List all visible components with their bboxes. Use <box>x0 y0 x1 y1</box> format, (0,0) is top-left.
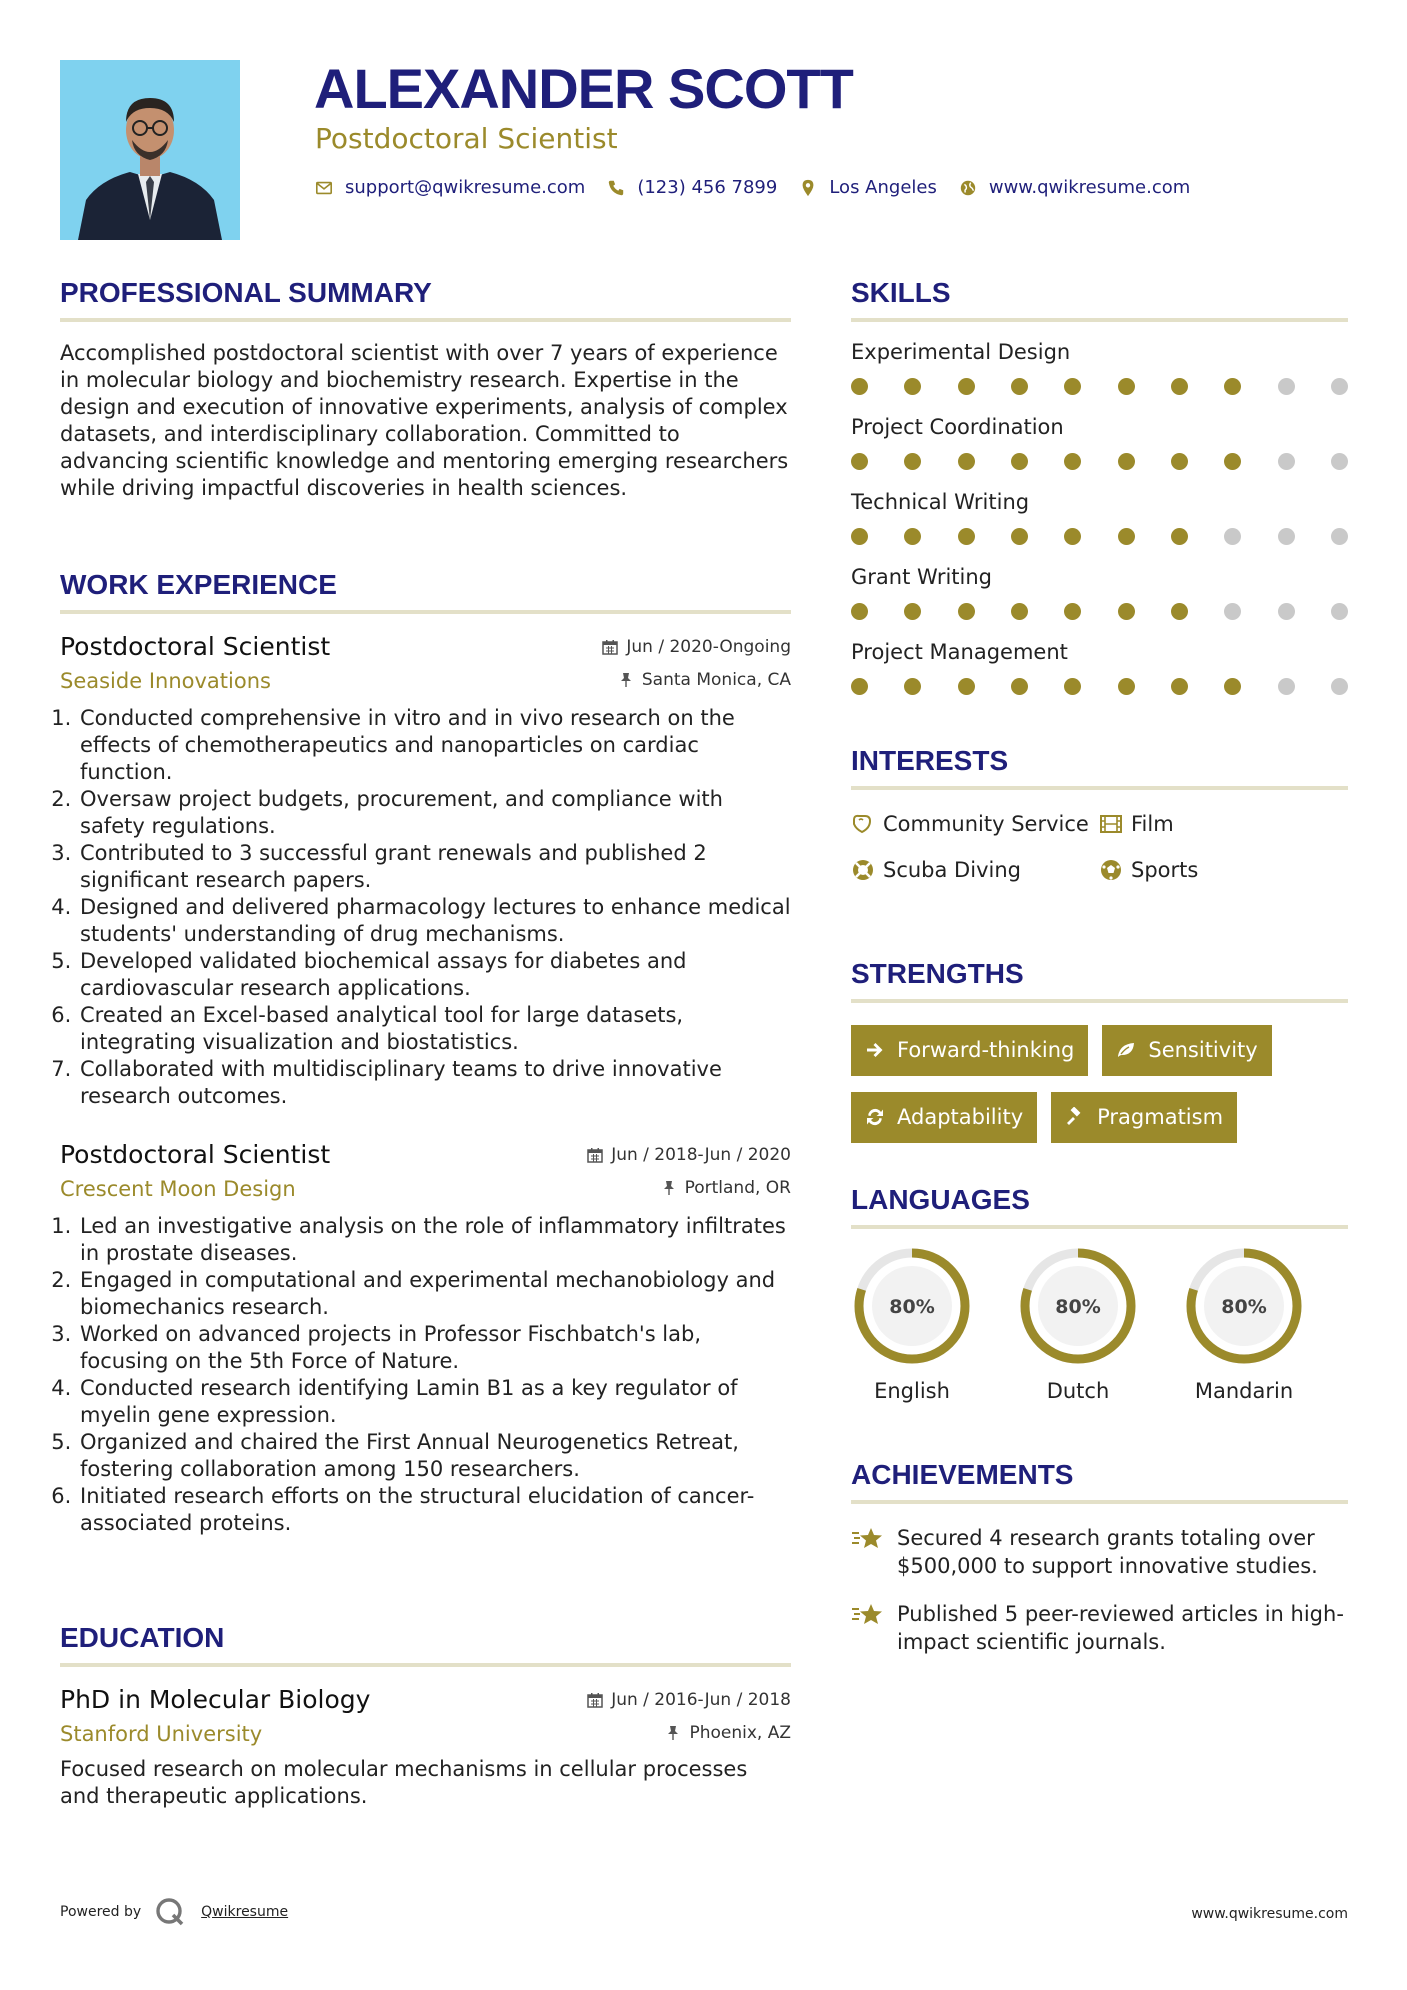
language-item <box>1183 1245 1305 1403</box>
rating-dot-filled <box>1064 603 1081 620</box>
rating-dot-empty <box>1331 678 1348 695</box>
rating-dot-filled <box>904 378 921 395</box>
strength-label: Sensitivity <box>1148 1038 1258 1063</box>
rating-dot-filled <box>958 603 975 620</box>
rating-dot-filled <box>958 453 975 470</box>
achievements-section <box>851 1458 1348 1656</box>
profile-photo-illustration <box>60 60 240 240</box>
lifebuoy-icon <box>851 858 875 882</box>
rating-dot-empty <box>1278 603 1295 620</box>
profile-photo <box>60 60 240 240</box>
interest-label: Film <box>1131 811 1174 836</box>
school-name: Stanford University <box>60 1721 263 1746</box>
skills-section <box>851 276 1348 695</box>
rating-dot-empty <box>1278 378 1295 395</box>
duty-item: 6. Created an Excel-based analytical tool for large datasets, integrating visualization and biostatistics. <box>78 1002 791 1056</box>
language-item <box>851 1245 973 1403</box>
interest-item <box>1099 810 1347 838</box>
contact-phone[interactable] <box>607 177 777 198</box>
rating-dot-filled <box>1171 678 1188 695</box>
duty-item: 1. Conducted comprehensive in vitro and in vivo research on the effects of chemotherapeutics and nanoparticles on cardiac function. <box>78 705 791 786</box>
leaf-icon <box>1116 1040 1136 1060</box>
summary-heading: PROFESSIONAL SUMMARY <box>60 276 791 322</box>
website-text: www.qwikresume.com <box>988 177 1191 198</box>
strength-tag <box>851 1025 1088 1076</box>
strength-tag <box>1051 1092 1237 1143</box>
rating-dot-empty <box>1331 603 1348 620</box>
summary-text: Accomplished postdoctoral scientist with over 7 years of experience in molecular biology and biochemistry research. Expertise in the design and execution of innovative experiments, analysis of complex datasets, and interdisciplinary collaboration. Committed to advancing scientific knowledge and mentoring emerging researchers while driving impactful discoveries in health sciences. <box>60 340 789 500</box>
rating-dot-filled <box>851 453 868 470</box>
duty-item: 5. Organized and chaired the First Annual Neurogenetics Retreat, fostering collaboration among 150 researchers. <box>78 1429 791 1483</box>
rating-dot-filled <box>904 678 921 695</box>
powered-by-label: Powered by <box>60 1904 142 1920</box>
strength-label: Pragmatism <box>1097 1105 1224 1130</box>
rating-dot-filled <box>1064 378 1081 395</box>
education-location <box>665 1723 791 1743</box>
skill-rating <box>851 453 1348 470</box>
interests-section <box>851 744 1348 884</box>
rating-dot-empty <box>1224 603 1241 620</box>
rating-dot-filled <box>1171 528 1188 545</box>
rating-dot-filled <box>1224 453 1241 470</box>
strengths-section <box>851 957 1348 1143</box>
calendar-icon <box>587 1692 603 1708</box>
language-ring <box>1183 1245 1305 1367</box>
pushpin-icon <box>665 1725 681 1741</box>
rating-dot-empty <box>1278 528 1295 545</box>
achievement-text: Published 5 peer-reviewed articles in high-impact scientific journals. <box>897 1601 1344 1654</box>
job-entry <box>60 1140 791 1537</box>
skill-label: Experimental Design <box>851 339 1071 364</box>
job-location-text: Santa Monica, CA <box>641 669 791 690</box>
job-title: Postdoctoral Scientist <box>60 631 331 661</box>
language-percent: 80% <box>1055 1295 1101 1318</box>
language-name: Dutch <box>1046 1378 1110 1403</box>
job-title: Postdoctoral Scientist <box>60 1139 331 1169</box>
job-location <box>618 670 791 690</box>
pushpin-icon <box>618 672 634 688</box>
rating-dot-empty <box>1331 378 1348 395</box>
rating-dot-filled <box>1118 453 1135 470</box>
soccer-ball-icon <box>1099 858 1123 882</box>
education-text: Focused research on molecular mechanisms in cellular processes and therapeutic applications. <box>60 1756 748 1808</box>
company-name: Crescent Moon Design <box>60 1176 296 1201</box>
phone-icon <box>607 179 625 197</box>
strength-tags <box>851 1025 1348 1143</box>
rating-dot-filled <box>1118 528 1135 545</box>
experience-heading: WORK EXPERIENCE <box>60 568 791 614</box>
duty-item: 1. Led an investigative analysis on the role of inflammatory infiltrates in prostate diseases. <box>78 1213 791 1267</box>
rating-dot-filled <box>904 603 921 620</box>
qwikresume-logo-icon <box>155 1897 185 1927</box>
interests-heading: INTERESTS <box>851 744 1348 790</box>
education-dates-text: Jun / 2016-Jun / 2018 <box>611 1689 791 1710</box>
rating-dot-filled <box>1011 453 1028 470</box>
duty-item: 4. Conducted research identifying Lamin B1 as a key regulator of myelin gene expression. <box>78 1375 791 1429</box>
strengths-heading: STRENGTHS <box>851 957 1348 1003</box>
rating-dot-filled <box>958 378 975 395</box>
skill-item <box>851 340 1348 395</box>
rating-dot-filled <box>1171 603 1188 620</box>
rating-dot-filled <box>904 453 921 470</box>
skill-item <box>851 640 1348 695</box>
calendar-icon <box>587 1147 603 1163</box>
rating-dot-filled <box>1224 678 1241 695</box>
duty-list <box>60 705 791 1110</box>
duty-item: 6. Initiated research efforts on the structural elucidation of cancer-associated proteins. <box>78 1483 791 1537</box>
rating-dot-filled <box>1224 378 1241 395</box>
interest-label: Sports <box>1131 857 1199 882</box>
achievement-item <box>851 1600 1348 1656</box>
rating-dot-filled <box>1011 603 1028 620</box>
interest-item <box>851 856 1099 884</box>
globe-icon <box>959 179 977 197</box>
strength-label: Adaptability <box>897 1105 1024 1130</box>
interest-label: Scuba Diving <box>883 857 1021 882</box>
skill-label: Technical Writing <box>851 489 1030 514</box>
rating-dot-filled <box>851 378 868 395</box>
interest-label: Community Service <box>883 811 1089 836</box>
skill-rating <box>851 378 1348 395</box>
rating-dot-filled <box>1064 678 1081 695</box>
duty-item: 3. Worked on advanced projects in Professor Fischbatch's lab, focusing on the 5th Force of Nature. <box>78 1321 791 1375</box>
language-ring <box>851 1245 973 1367</box>
strength-label: Forward-thinking <box>897 1038 1075 1063</box>
contact-website[interactable] <box>959 177 1190 198</box>
skill-label: Grant Writing <box>851 564 992 589</box>
rating-dot-filled <box>851 603 868 620</box>
rating-dot-filled <box>1011 678 1028 695</box>
rating-dot-filled <box>958 528 975 545</box>
rating-dot-filled <box>904 528 921 545</box>
job-location <box>661 1178 791 1198</box>
rating-dot-filled <box>1171 378 1188 395</box>
achievements-heading: ACHIEVEMENTS <box>851 1458 1348 1504</box>
language-ring <box>1017 1245 1139 1367</box>
language-percent: 80% <box>1221 1295 1267 1318</box>
skill-label: Project Coordination <box>851 414 1064 439</box>
education-heading: EDUCATION <box>60 1621 791 1667</box>
rating-dot-filled <box>1011 378 1028 395</box>
job-dates <box>602 637 791 657</box>
rating-dot-empty <box>1331 453 1348 470</box>
job-dates-text: Jun / 2020-Ongoing <box>626 636 791 657</box>
rating-dot-empty <box>1224 528 1241 545</box>
job-location-text: Portland, OR <box>684 1177 791 1198</box>
duty-item: 3. Contributed to 3 successful grant renewals and published 2 significant research papers. <box>78 840 791 894</box>
location-text: Los Angeles <box>829 177 937 198</box>
film-icon <box>1099 812 1123 836</box>
skill-item <box>851 565 1348 620</box>
experience-section <box>60 568 791 1537</box>
duty-item: 5. Developed validated biochemical assays for diabetes and cardiovascular research applications. <box>78 948 791 1002</box>
language-name: Mandarin <box>1194 1378 1294 1403</box>
interest-item <box>851 810 1099 838</box>
heart-hand-icon <box>851 812 875 836</box>
rating-dot-filled <box>958 678 975 695</box>
languages-heading: LANGUAGES <box>851 1183 1348 1229</box>
rating-dot-filled <box>1118 603 1135 620</box>
duty-item: 7. Collaborated with multidisciplinary teams to drive innovative research outcomes. <box>78 1056 791 1110</box>
candidate-name: ALEXANDER SCOTT <box>314 57 853 120</box>
language-name: English <box>874 1378 950 1403</box>
pushpin-icon <box>661 1180 677 1196</box>
skill-label: Project Management <box>851 639 1068 664</box>
rating-dot-empty <box>1278 453 1295 470</box>
phone-text: (123) 456 7899 <box>637 177 778 198</box>
degree-title: PhD in Molecular Biology <box>60 1684 371 1714</box>
footer-powered-by <box>60 1897 288 1927</box>
skill-rating <box>851 528 1348 545</box>
rating-dot-filled <box>1118 678 1135 695</box>
rating-dot-filled <box>1064 528 1081 545</box>
shooting-star-icon <box>851 1524 885 1554</box>
gavel-icon <box>1065 1107 1085 1127</box>
email-text: support@qwikresume.com <box>345 177 586 198</box>
duty-item: 4. Designed and delivered pharmacology lectures to enhance medical students' understanding of drug mechanisms. <box>78 894 791 948</box>
contact-email[interactable] <box>315 177 585 198</box>
skills-list <box>851 340 1348 695</box>
map-pin-icon <box>799 179 817 197</box>
rating-dot-filled <box>1171 453 1188 470</box>
contact-bar <box>315 177 1212 198</box>
languages-list <box>851 1245 1348 1403</box>
duty-item: 2. Oversaw project budgets, procurement, and compliance with safety regulations. <box>78 786 791 840</box>
shooting-star-icon <box>851 1600 885 1630</box>
skill-rating <box>851 678 1348 695</box>
rating-dot-filled <box>1011 528 1028 545</box>
languages-section <box>851 1183 1348 1403</box>
calendar-icon <box>602 639 618 655</box>
education-dates <box>587 1690 791 1710</box>
envelope-icon <box>315 179 333 197</box>
language-percent: 80% <box>889 1295 935 1318</box>
duty-item: 2. Engaged in computational and experimental mechanobiology and biomechanics research. <box>78 1267 791 1321</box>
job-entry <box>60 632 791 1110</box>
footer-url[interactable]: www.qwikresume.com <box>1191 1906 1348 1922</box>
duty-list <box>60 1213 791 1537</box>
rating-dot-filled <box>851 678 868 695</box>
refresh-icon <box>865 1107 885 1127</box>
rating-dot-empty <box>1331 528 1348 545</box>
rating-dot-filled <box>1064 453 1081 470</box>
skill-item <box>851 490 1348 545</box>
achievement-item <box>851 1524 1348 1580</box>
contact-location <box>799 177 937 198</box>
strength-tag <box>851 1092 1037 1143</box>
rating-dot-filled <box>1118 378 1135 395</box>
job-dates <box>587 1145 791 1165</box>
summary-section <box>60 276 791 502</box>
education-section <box>60 1621 791 1810</box>
skill-rating <box>851 603 1348 620</box>
achievement-text: Secured 4 research grants totaling over $500,000 to support innovative studies. <box>897 1525 1318 1578</box>
brand-link[interactable]: Qwikresume <box>201 1904 289 1920</box>
company-name: Seaside Innovations <box>60 668 271 693</box>
interests-grid <box>851 810 1348 884</box>
language-item <box>1017 1245 1139 1403</box>
education-location-text: Phoenix, AZ <box>689 1722 791 1743</box>
rating-dot-empty <box>1278 678 1295 695</box>
strength-tag <box>1102 1025 1271 1076</box>
interest-item <box>1099 856 1347 884</box>
rating-dot-filled <box>851 528 868 545</box>
candidate-title: Postdoctoral Scientist <box>315 122 618 155</box>
skills-heading: SKILLS <box>851 276 1348 322</box>
arrow-right-icon <box>865 1040 885 1060</box>
job-dates-text: Jun / 2018-Jun / 2020 <box>611 1144 791 1165</box>
skill-item <box>851 415 1348 470</box>
